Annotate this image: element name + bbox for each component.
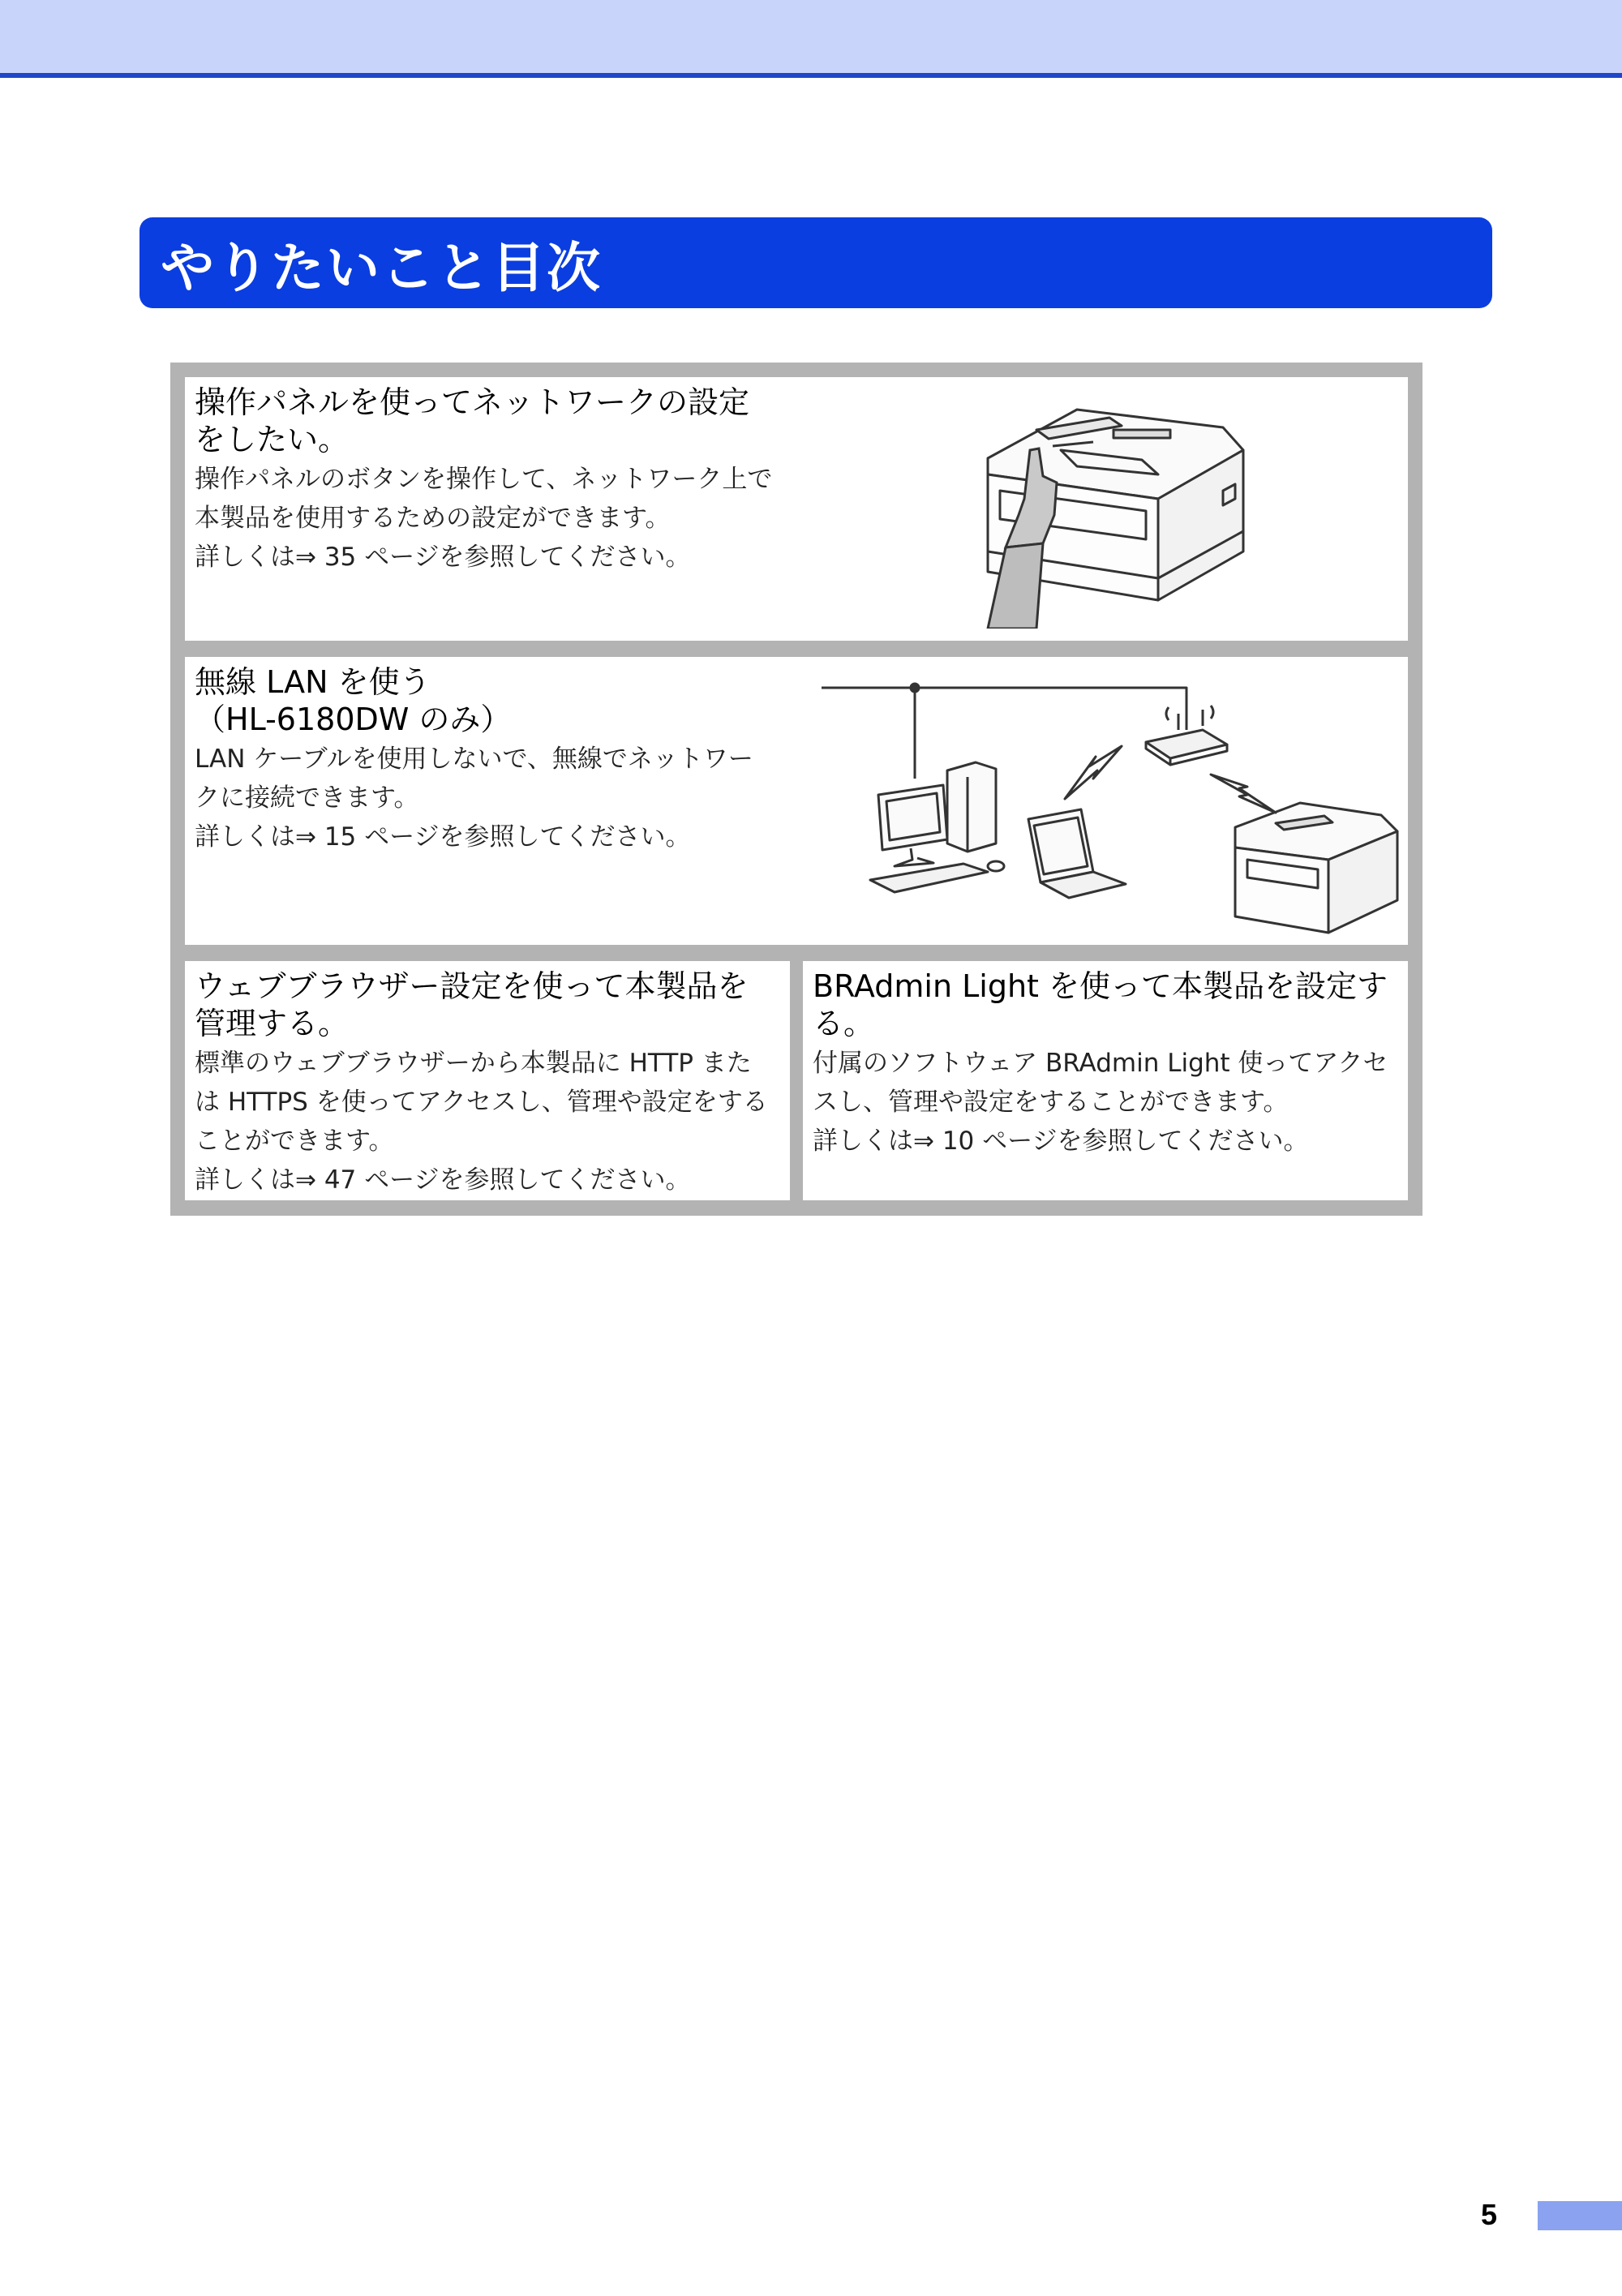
description-line: 付属のソフトウェア BRAdmin Light 使ってアクセ	[813, 1049, 1388, 1078]
section-title-line: 管理する。	[195, 1006, 350, 1041]
section-title-line: 操作パネルを使ってネットワークの設定	[195, 384, 750, 420]
description-line: ことができます。	[195, 1127, 394, 1156]
page-tab-marker	[1538, 2201, 1622, 2230]
section-web-browser	[185, 961, 790, 1200]
section-description	[195, 1044, 780, 1161]
section-description	[813, 1044, 1398, 1122]
description-line: は HTTPS を使ってアクセスし、管理や設定をする	[195, 1088, 768, 1117]
section-title-line: をしたい。	[195, 422, 350, 457]
page-reference: 詳しくは⇒ 10 ページを参照してください。	[813, 1127, 1309, 1156]
section-bradmin-light	[803, 961, 1408, 1200]
description-line: 本製品を使用するための設定ができます。	[195, 504, 671, 533]
description-line: 標準のウェブブラウザーから本製品に HTTP また	[195, 1049, 752, 1078]
section-title-line: 無線 LAN を使う	[195, 664, 431, 700]
wireless-network-icon	[822, 665, 1405, 941]
page-title: やりたいこと目次	[161, 236, 602, 299]
description-line: クに接続できます。	[195, 783, 419, 813]
page-reference: 詳しくは⇒ 15 ページを参照してください。	[195, 822, 691, 852]
section-title	[813, 968, 1398, 1042]
contents-table	[170, 363, 1422, 1216]
description-line: スし、管理や設定をすることができます。	[813, 1088, 1289, 1117]
section-title-line: る。	[813, 1006, 875, 1041]
section-title-line: BRAdmin Light を使って本製品を設定す	[813, 968, 1388, 1004]
section-title-line: （HL-6180DW のみ）	[195, 702, 512, 737]
printer-control-panel-icon	[955, 385, 1280, 629]
page-title-bar	[139, 217, 1492, 308]
description-line: 操作パネルのボタンを操作して、ネットワーク上で	[195, 465, 773, 494]
section-wireless-lan	[185, 657, 1408, 945]
header-band	[0, 0, 1622, 78]
page-reference: 詳しくは⇒ 47 ページを参照してください。	[195, 1165, 691, 1195]
section-title	[195, 968, 780, 1042]
page-reference: 詳しくは⇒ 35 ページを参照してください。	[195, 543, 691, 572]
page-number: 5	[1481, 2198, 1498, 2231]
section-title-line: ウェブブラウザー設定を使って本製品を	[195, 968, 749, 1004]
section-control-panel	[185, 377, 1408, 641]
description-line: LAN ケーブルを使用しないで、無線でネットワー	[195, 745, 753, 774]
